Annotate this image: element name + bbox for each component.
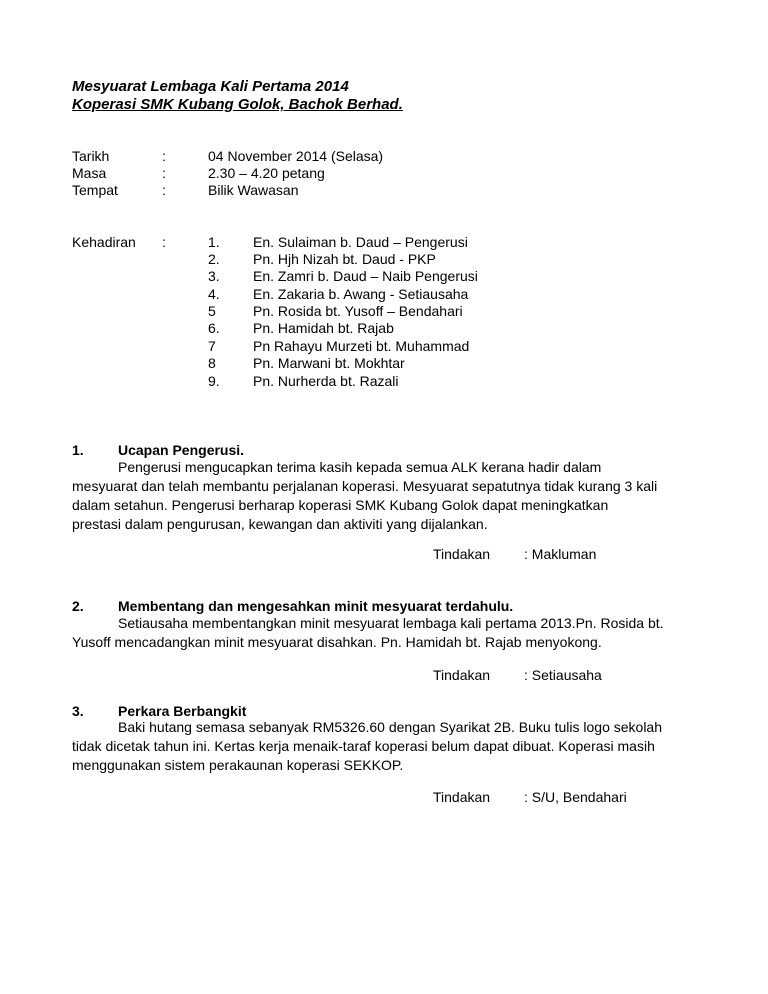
action-value: : Makluman [524,546,597,562]
attendee-name: Pn. Rosida bt. Yusoff – Bendahari [253,303,463,319]
paragraph-line: Setiausaha membentangkan minit mesyuarat lembaga kali pertama 2013.Pn. Rosida bt. [118,615,664,631]
section-number: 2. [72,598,84,614]
section-title: Perkara Berbangkit [118,703,247,719]
attendee-number: 3. [208,268,220,284]
section-number: 3. [72,703,84,719]
paragraph-line: mesyuarat dan telah membantu perjalanan koperasi. Mesyuarat sepatutnya tidak kurang 3 kali [72,478,658,494]
paragraph-line: dalam setahun. Pengerusi berharap koperasi SMK Kubang Golok dapat meningkatkan [72,497,609,513]
document-title: Mesyuarat Lembaga Kali Pertama 2014 [72,78,349,95]
action-value: : Setiausaha [524,667,602,683]
document-subtitle: Koperasi SMK Kubang Golok, Bachok Berhad. [72,96,403,113]
info-separator: : [162,182,166,198]
attendee-number: 1. [208,234,220,250]
info-value: Bilik Wawasan [208,182,299,198]
section-body-2 [72,614,712,652]
attendee-name: Pn. Nurherda bt. Razali [253,373,399,389]
paragraph-line: Baki hutang semasa sebanyak RM5326.60 dengan Syarikat 2B. Buku tulis logo sekolah [118,719,663,735]
action-label: Tindakan [433,667,491,683]
attendee-number: 6. [208,320,220,336]
attendee-number: 8 [208,355,216,371]
info-label: Tempat [72,182,118,198]
section-body-1 [72,458,712,534]
attendee-name: En. Sulaiman b. Daud – Pengerusi [253,234,468,250]
attendee-name: En. Zamri b. Daud – Naib Pengerusi [253,268,478,284]
attendee-name: Pn Rahayu Murzeti bt. Muhammad [253,338,470,354]
attendee-name: Pn. Hjh Nizah bt. Daud - PKP [253,251,436,267]
info-separator: : [162,165,166,181]
info-label: Masa [72,165,107,181]
section-number: 1. [72,442,84,458]
info-separator: : [162,148,166,164]
paragraph-line: Pengerusi mengucapkan terima kasih kepada semua ALK kerana hadir dalam [118,459,602,475]
attendee-number: 5 [208,303,216,319]
info-value: 2.30 – 4.20 petang [208,165,325,181]
section-body-3 [72,718,712,775]
action-value: : S/U, Bendahari [524,789,627,805]
info-label: Kehadiran [72,234,136,250]
attendee-name: En. Zakaria b. Awang - Setiausaha [253,286,469,302]
action-label: Tindakan [433,546,491,562]
paragraph-line: Yusoff mencadangkan minit mesyuarat disahkan. Pn. Hamidah bt. Rajab menyokong. [72,634,602,650]
attendee-name: Pn. Marwani bt. Mokhtar [253,355,405,371]
section-title: Ucapan Pengerusi. [118,442,245,458]
section-title: Membentang dan mengesahkan minit mesyuarat terdahulu. [118,598,514,614]
paragraph-line: prestasi dalam pengurusan, kewangan dan aktiviti yang dijalankan. [72,516,488,532]
info-separator: : [162,234,166,250]
paragraph-line: menggunakan sistem perakaunan koperasi SEKKOP. [72,757,404,773]
attendee-number: 4. [208,286,220,302]
attendee-name: Pn. Hamidah bt. Rajab [253,320,394,336]
attendee-number: 2. [208,251,220,267]
action-label: Tindakan [433,789,491,805]
info-value: 04 November 2014 (Selasa) [208,148,384,164]
attendee-number: 9. [208,373,220,389]
info-label: Tarikh [72,148,110,164]
paragraph-line: tidak dicetak tahun ini. Kertas kerja menaik-taraf koperasi belum dapat dibuat. Koperasi masih [72,738,655,754]
attendee-number: 7 [208,338,216,354]
